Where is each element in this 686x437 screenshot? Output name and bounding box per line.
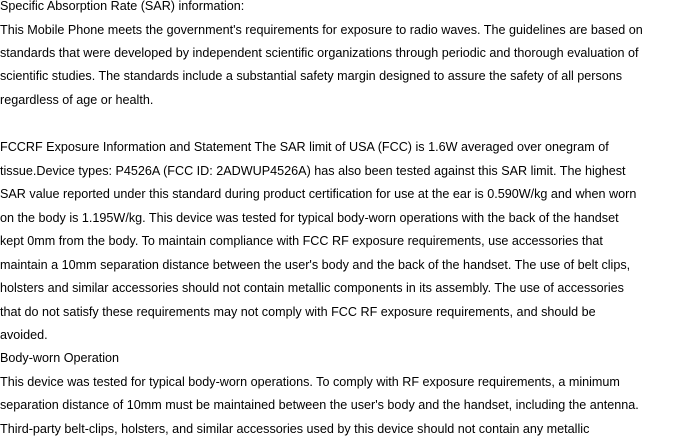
paragraph-line: holsters and similar accessories should not contain metallic components in its assembly. The use of accessories — [0, 281, 624, 295]
sar-heading: Specific Absorption Rate (SAR) information: — [0, 0, 245, 13]
paragraph-line: scientific studies. The standards include a substantial safety margin designed to assure the safety of all persons — [0, 69, 623, 83]
paragraph-line: tissue.Device types: P4526A (FCC ID: 2ADWUP4526A) has also been tested against this SAR limit. The highest — [0, 164, 626, 178]
paragraph-line: kept 0mm from the body. To maintain compliance with FCC RF exposure requirements, use accessories that — [0, 234, 603, 248]
paragraph-line: This device was tested for typical body-worn operations. To comply with RF exposure requirements, a minimum — [0, 375, 620, 389]
paragraph-line: avoided. — [0, 328, 48, 342]
paragraph-line: regardless of age or health. — [0, 93, 154, 107]
paragraph-line: maintain a 10mm separation distance between the user's body and the back of the handset. The use of belt clips, — [0, 258, 631, 272]
paragraph-line: that do not satisfy these requirements may not comply with FCC RF exposure requirements, and should be — [0, 305, 596, 319]
paragraph-line: Third-party belt-clips, holsters, and similar accessories used by this device should not contain any metallic — [0, 422, 590, 436]
paragraph-line: SAR value reported under this standard during product certification for use at the ear is 0.590W/kg and when worn — [0, 187, 637, 201]
paragraph-line: This Mobile Phone meets the government's requirements for exposure to radio waves. The guidelines are based on — [0, 23, 643, 37]
body-worn-heading: Body-worn Operation — [0, 351, 120, 365]
paragraph-line: standards that were developed by independent scientific organizations through periodic and thorough evaluation of — [0, 46, 639, 60]
fcc-heading-line: FCCRF Exposure Information and Statement The SAR limit of USA (FCC) is 1.6W averaged over onegram of — [0, 140, 609, 154]
paragraph-line: separation distance of 10mm must be maintained between the user's body and the handset, including the antenna. — [0, 398, 639, 412]
paragraph-line: on the body is 1.195W/kg. This device was tested for typical body-worn operations with the back of the handset — [0, 211, 619, 225]
